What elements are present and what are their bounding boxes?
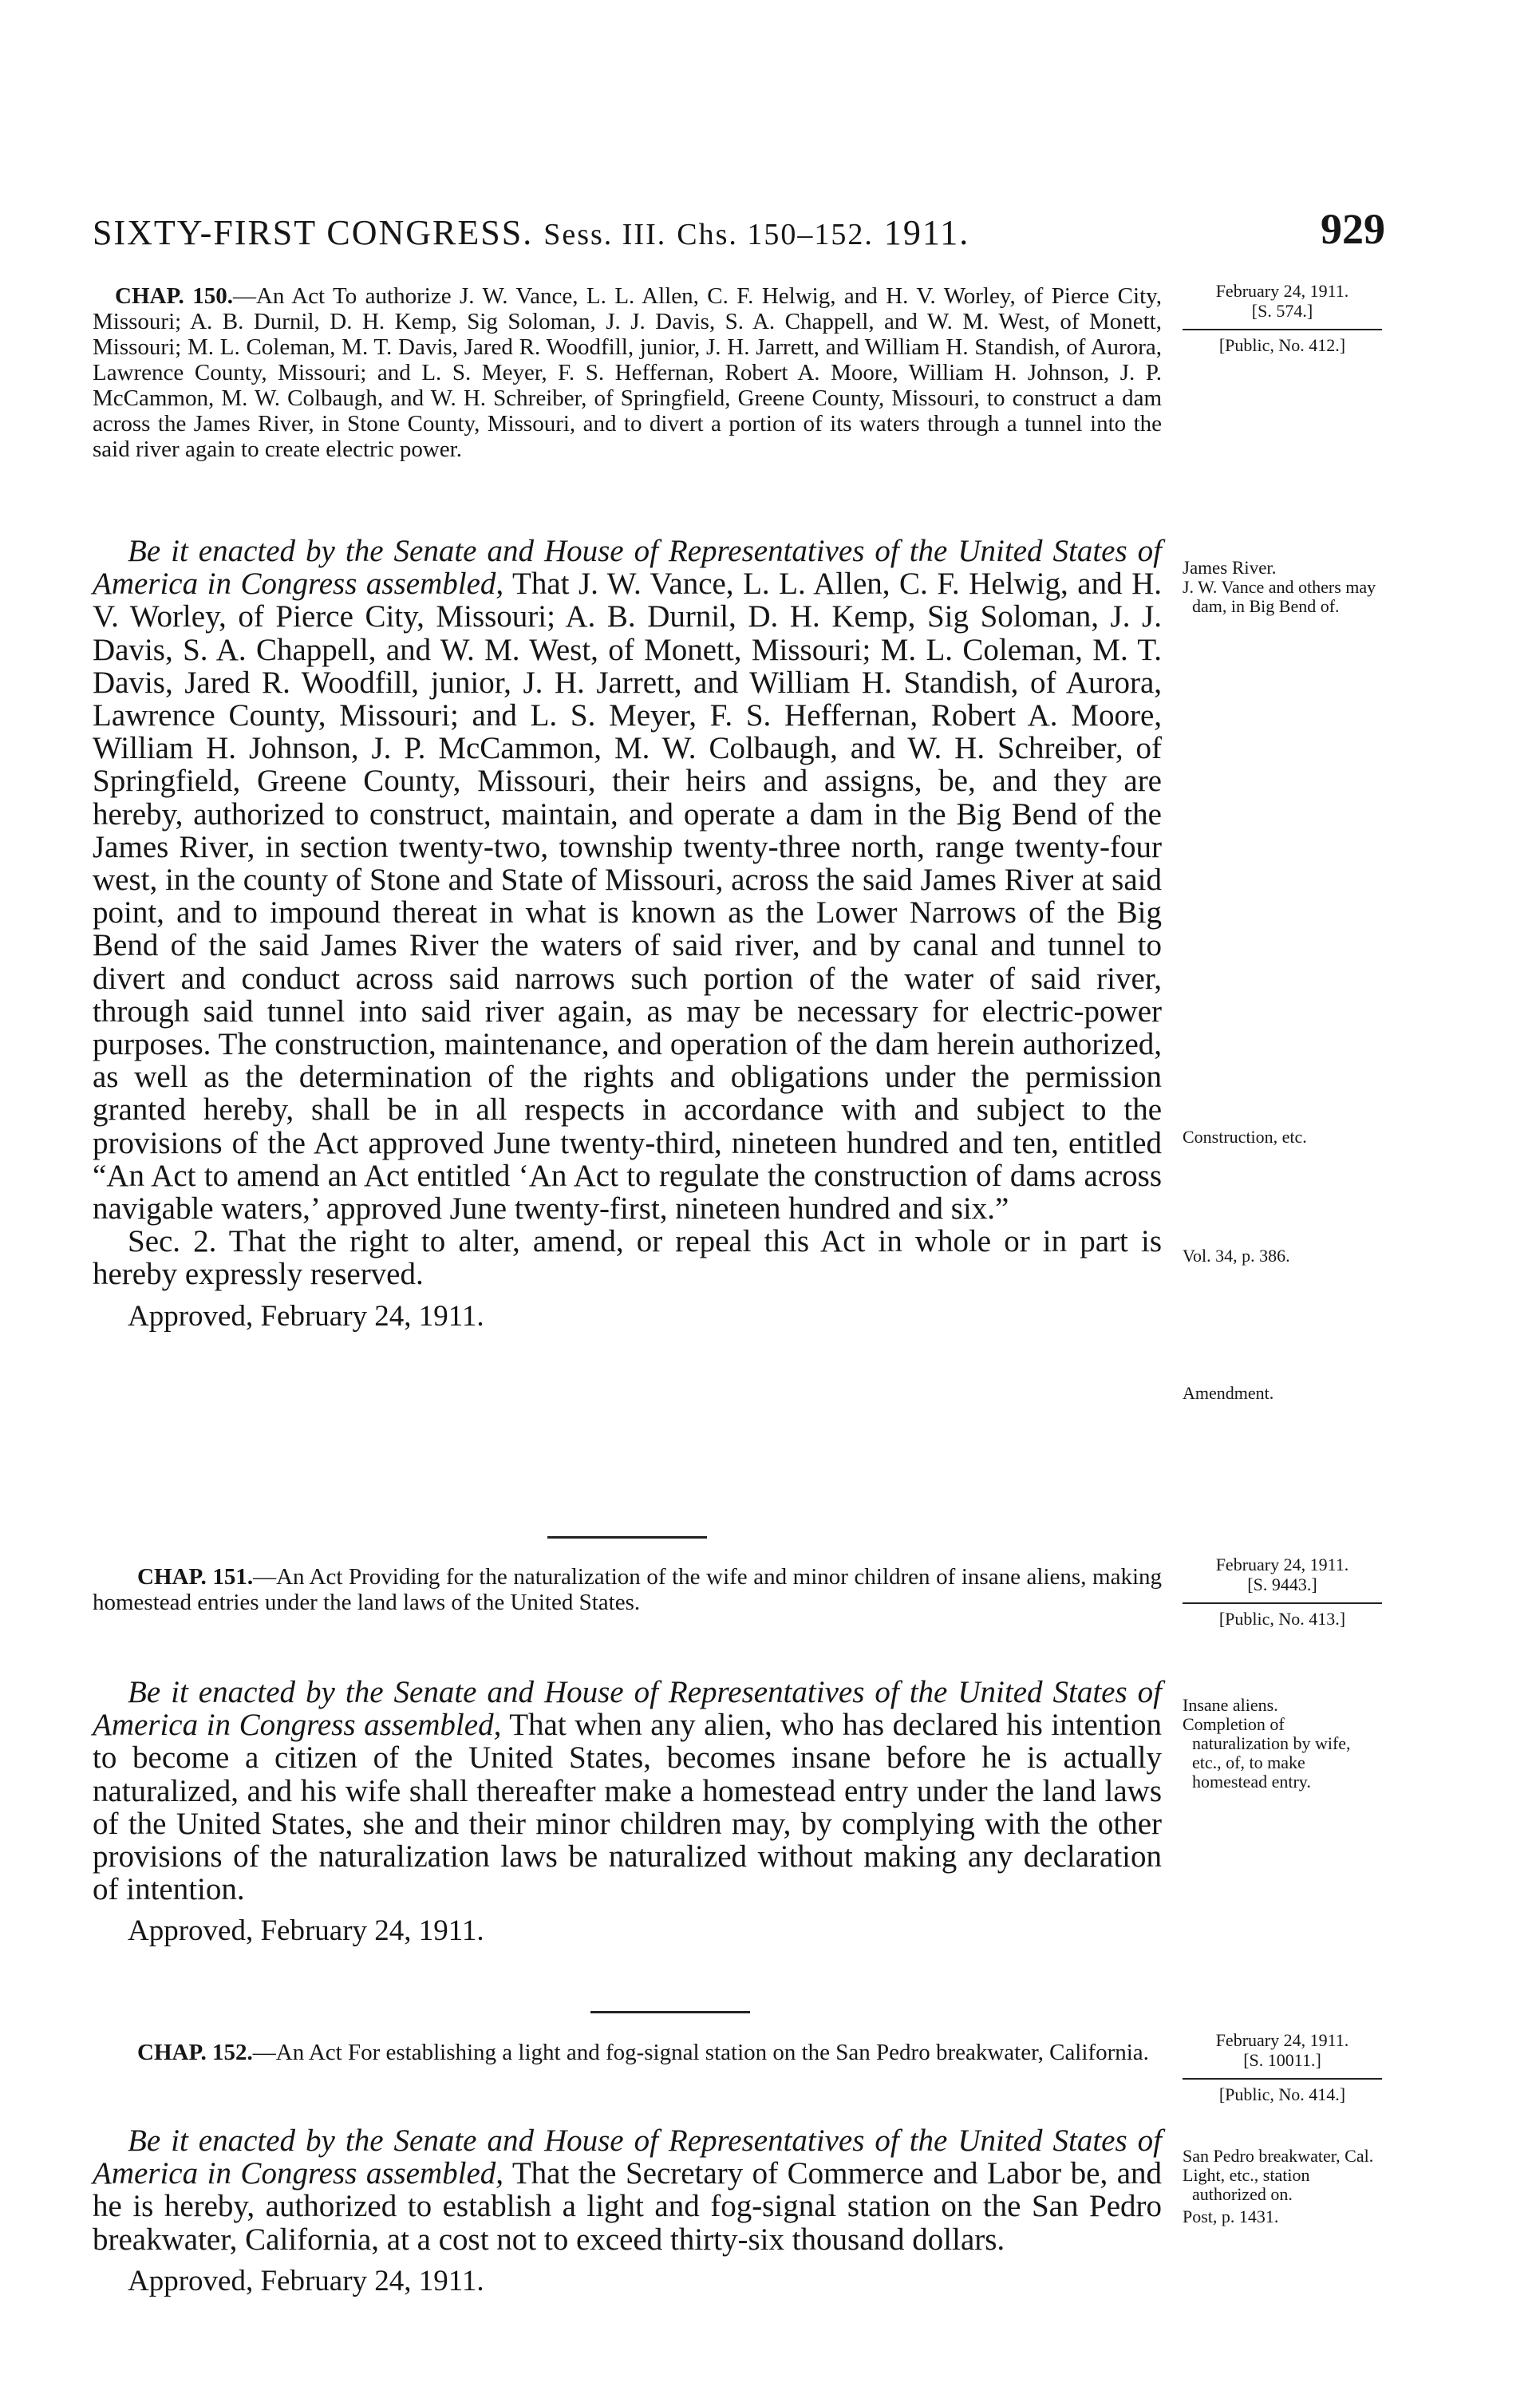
note-text: J. W. Vance and others may dam, in Big Bend of. <box>1183 577 1376 616</box>
enacting-clause: Be it enacted by the Senate and House of Representatives of the United States of America in Congress assembled, <box>93 1675 1162 1743</box>
enacting-clause: Be it enacted by the Senate and House of Representatives of the United States of America in Congress assembled, <box>93 2123 1162 2191</box>
chapter-label: CHAP. <box>137 2040 207 2065</box>
running-head-title <box>93 212 969 253</box>
chapter-150-note-2 <box>1183 1128 1382 1147</box>
section-2-paragraph: Sec. 2. That the right to alter, amend, or repeal this Act in whole or in part is hereby expressly reserved. <box>93 1224 1162 1292</box>
chapter-title: —An Act To authorize J. W. Vance, L. L. Allen, C. F. Helwig, and H. V. Worley, of Pierce City, Missouri; A. B. Durnil, D. H. Kemp, Sig Soloman, J. J. Davis, S. A. Chappell, and W. M. West, of Monett, Missouri; M. L. Coleman, M. T. Davis, Jared R. Woodfill, junior, J. H. Jarrett, and William H. Standish, of Aurora, Lawrence County, Missouri; and L. S. Meyer, F. S. Heffernan, Robert A. Moore, William H. Johnson, J. P. McCammon, M. W. Colbaugh, and W. H. Schreiber, of Springfield, Greene County, Missouri, to construct a dam across the James River, in Stone County, Missouri, and to divert a portion of its waters through a tunnel into the said river again to create electric power. <box>93 283 1162 462</box>
note-lead: Amendment. <box>1183 1383 1274 1403</box>
chapter-151-note-1 <box>1183 1696 1382 1792</box>
note-lead: San Pedro breakwater, Cal. <box>1183 2146 1374 2166</box>
running-head <box>93 204 1385 260</box>
chapter-150-heading-block <box>93 283 1162 462</box>
note-lead: Construction, etc. <box>1183 1127 1307 1147</box>
approved-line: Approved, February 24, 1911. <box>128 1299 484 1333</box>
chapter-divider <box>590 2011 750 2013</box>
chapter-number: 152. <box>212 2040 253 2065</box>
approval-date: February 24, 1911. <box>1215 2030 1349 2050</box>
approved-line: Approved, February 24, 1911. <box>128 1914 484 1948</box>
chapter-label: CHAP. <box>115 283 184 309</box>
bill-number: [S. 10011.] <box>1243 2050 1321 2070</box>
section-text: That J. W. Vance, L. L. Allen, C. F. Helwig, and H. V. Worley, of Pierce City, Missouri; A. B. Durnil, D. H. Kemp, Sig Soloman, J. J. Davis, S. A. Chappell, and W. M. West, of Monett, Missouri; M. L. Coleman, M. T. Davis, Jared R. Woodfill, junior, J. H. Jarrett, and William H. Standish, of Aurora, Lawrence County, Missouri; and L. S. Meyer, F. S. Heffernan, Robert A. Moore, William H. Johnson, J. P. McCammon, M. W. Colbaugh, and W. H. Schreiber, of Springfield, Greene County, Missouri, their heirs and assigns, be, and they are hereby, authorized to construct, maintain, and operate a dam in the Big Bend of the James River, in section twenty-two, township twenty-three north, range twenty-four west, in the county of Stone and State of Missouri, across the said James River at said point, and to impound thereat in what is known as the Lower Narrows of the Big Bend of the said James River the waters of said river, and by canal and tunnel to divert and conduct across said narrows such portion of the water of said river, through said tunnel into said river again, as may be necessary for electric-power purposes. The construction, maintenance, and operation of the dam herein authorized, as well as the determination of the rights and obligations under the permission granted hereby, shall be in all respects in accordance with and subject to the provisions of the Act approved June twenty-third, nineteen hundred and ten, entitled “An Act to amend an Act entitled ‘An Act to regulate the construction of dams across navigable waters,’ approved June twenty-first, nineteen hundred and six.” <box>93 567 1163 1227</box>
chapter-152-heading-block <box>93 2040 1162 2065</box>
year-label: 1911. <box>883 213 970 252</box>
chapter-title: —An Act For establishing a light and fog-signal station on the San Pedro breakwater, California. <box>252 2040 1149 2065</box>
chapter-151-heading-block <box>93 1564 1162 1615</box>
note-text: Light, etc., station authorized on. <box>1183 2165 1310 2204</box>
session-label: Sess. III. <box>543 218 667 251</box>
note-lead: Insane aliens. <box>1183 1695 1278 1715</box>
chapter-150-note-1 <box>1183 559 1382 616</box>
chapter-heading <box>93 2040 1162 2065</box>
chapter-150-date-block <box>1183 281 1382 355</box>
approved-line: Approved, February 24, 1911. <box>128 2264 484 2297</box>
chapter-divider <box>547 1536 707 1539</box>
bill-number: [S. 9443.] <box>1247 1574 1317 1594</box>
bill-number: [S. 574.] <box>1251 301 1313 321</box>
chapter-number: 150. <box>192 283 233 309</box>
approval-date: February 24, 1911. <box>1215 281 1349 301</box>
enacting-clause: Be it enacted by the Senate and House of Representatives of the United States of America in Congress assembled, <box>93 534 1162 602</box>
chapter-150-body <box>93 535 1162 1333</box>
chapter-150-note-4 <box>1183 1384 1382 1403</box>
public-law-number: [Public, No. 413.] <box>1183 1602 1382 1629</box>
page-number: 929 <box>1321 205 1385 253</box>
chapter-title: —An Act Providing for the naturalization of the wife and minor children of insane aliens, making homestead entries under the land laws of the United States. <box>93 1564 1163 1615</box>
public-law-number: [Public, No. 412.] <box>1183 329 1382 355</box>
chapter-152-note-1 <box>1183 2147 1382 2226</box>
chapter-heading <box>93 1564 1162 1615</box>
enacting-paragraph <box>93 2124 1162 2256</box>
chapters-range: Chs. 150–152. <box>677 218 874 251</box>
chapter-label: CHAP. <box>137 1564 207 1590</box>
chapter-152-date-block <box>1183 2030 1382 2104</box>
note-lead: Vol. 34, p. 386. <box>1183 1246 1290 1266</box>
section-text: That the Secretary of Commerce and Labor be, and he is hereby, authorized to establish a light and fog-signal station on the San Pedro breakwater, California, at a cost not to exceed thirty-six thousand dollars. <box>93 2156 1163 2257</box>
chapter-150-note-3 <box>1183 1246 1382 1266</box>
note-text: Completion of naturalization by wife, etc., of, to make homestead entry. <box>1183 1714 1351 1792</box>
chapter-151-date-block <box>1183 1555 1382 1629</box>
chapter-heading <box>93 283 1162 462</box>
approval-date: February 24, 1911. <box>1215 1555 1349 1574</box>
note-lead: James River. <box>1183 558 1277 578</box>
enacting-paragraph <box>93 535 1162 1225</box>
public-law-number: [Public, No. 414.] <box>1183 2078 1382 2104</box>
chapter-151-body <box>93 1676 1162 1948</box>
chapter-152-body <box>93 2124 1162 2298</box>
note-lead: Post, p. 1431. <box>1183 2206 1279 2226</box>
chapter-number: 151. <box>212 1564 254 1590</box>
enacting-paragraph <box>93 1676 1162 1906</box>
section-text: That when any alien, who has declared his intention to become a citizen of the United States, becomes insane before he is actually naturalized, and his wife shall thereafter make a homestead entry under the land laws of the United States, she and their minor children may, by complying with the other provisions of the naturalization laws be naturalized without making any declaration of intention. <box>93 1708 1162 1907</box>
congress-name: SIXTY-FIRST CONGRESS. <box>93 213 534 252</box>
